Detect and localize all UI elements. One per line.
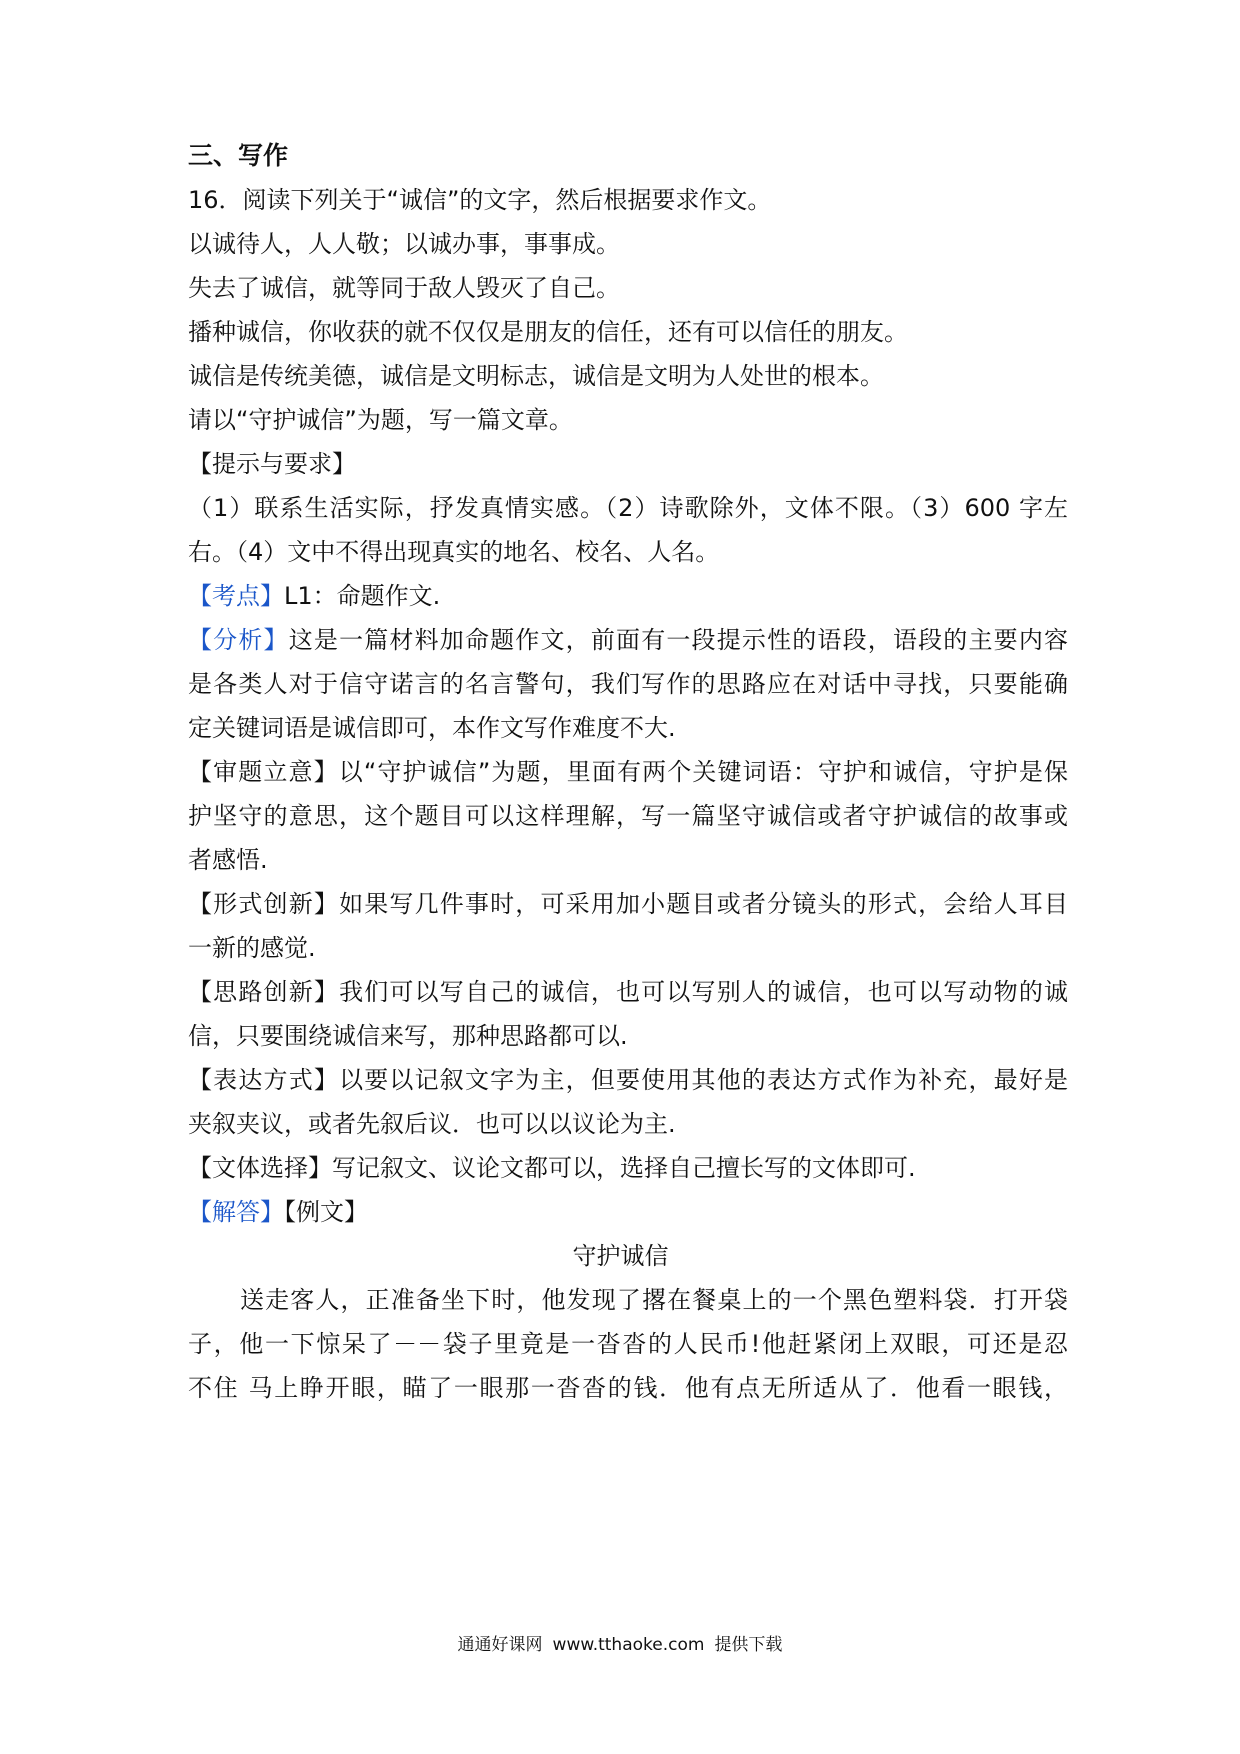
biaoda-line-2: 夹叙夹议，或者先叙后议．也可以以议论为主. [188, 1110, 676, 1138]
xingshi-label: 【形式创新】 [188, 890, 340, 918]
xingshi-text-1: 如果写几件事时，可采用加小题目或者分镜头的形式，会给人耳目 [339, 890, 1069, 918]
fenxi-label: 【分析】 [188, 626, 289, 654]
footer-url[interactable]: www.tthaoke.com [552, 1635, 705, 1655]
biaoda-text-1: 以要以记叙文字为主，但要使用其他的表达方式作为补充，最好是 [339, 1066, 1069, 1094]
quote-1: 以诚待人，人人敬；以诚办事，事事成。 [188, 230, 620, 258]
wenti-line [188, 1152, 1068, 1184]
silu-line-2: 信，只要围绕诚信来写，那种思路都可以. [188, 1022, 628, 1050]
quote-4: 诚信是传统美德，诚信是文明标志，诚信是文明为人处世的根本。 [188, 362, 884, 390]
answer-label: 【解答】 [188, 1198, 284, 1226]
silu-label: 【思路创新】 [188, 978, 340, 1006]
answer-line [188, 1196, 1068, 1228]
question-prompt-line [188, 184, 1068, 216]
requirements-line-2: 右。（4）文中不得出现真实的地名、校名、人名。 [188, 538, 720, 566]
shenti-text-1: 以“守护诚信”为题，里面有两个关键词语：守护和诚信，守护是保 [338, 758, 1069, 786]
fenxi-line-3: 定关键词语是诚信即可，本作文写作难度不大. [188, 714, 676, 742]
silu-text-1: 我们可以写自己的诚信，也可以写别人的诚信，也可以写动物的诚 [339, 978, 1069, 1006]
essay-title: 守护诚信 [572, 1242, 669, 1270]
biaoda-label: 【表达方式】 [188, 1066, 340, 1094]
shenti-label: 【审题立意】 [188, 758, 339, 786]
requirements-title: 【提示与要求】 [188, 450, 356, 478]
shenti-line-1 [188, 756, 1068, 788]
fenxi-line-2: 是各类人对于信守诺言的名言警句，我们写作的思路应在对话中寻找，只要能确 [188, 670, 1068, 698]
silu-line-1 [188, 976, 1068, 1008]
page-footer [0, 1633, 1240, 1657]
fenxi-line-1 [188, 624, 1068, 656]
quote-3: 播种诚信，你收获的就不仅仅是朋友的信任，还有可以信任的朋友。 [188, 318, 908, 346]
example-label: 【例文】 [284, 1198, 368, 1226]
essay-line-3: 不住 马上睁开眼，瞄了一眼那一沓沓的钱．他有点无所适从了．他看一眼钱， [188, 1374, 1068, 1402]
kaodian-label: 【考点】 [188, 582, 284, 610]
kaodian-text: L1：命题作文. [284, 582, 441, 610]
essay-line-2: 子，他一下惊呆了－－袋子里竟是一沓沓的人民币!他赶紧闭上双眼，可还是忍 [188, 1330, 1068, 1358]
footer-suffix: 提供下载 [714, 1635, 783, 1655]
question-number: 16． [188, 186, 243, 214]
fenxi-text-1: 这是一篇材料加命题作文，前面有一段提示性的语段，语段的主要内容 [288, 626, 1069, 654]
wenti-text: 写记叙文、议论文都可以，选择自己擅长写的文体即可. [332, 1154, 916, 1182]
biaoda-line-1 [188, 1064, 1068, 1096]
requirements-line-1: （1）联系生活实际，抒发真情实感。（2）诗歌除外，文体不限。（3）600 字左 [188, 494, 1068, 522]
section-title: 三、写作 [188, 141, 289, 170]
task-line: 请以“守护诚信”为题，写一篇文章。 [188, 406, 573, 434]
kaodian-line [188, 580, 1068, 612]
xingshi-line-1 [188, 888, 1068, 920]
footer-site-name: 通通好课网 [457, 1635, 543, 1655]
wenti-label: 【文体选择】 [188, 1154, 332, 1182]
essay-line-1: 送走客人，正准备坐下时，他发现了撂在餐桌上的一个黑色塑料袋．打开袋 [240, 1286, 1068, 1314]
shenti-line-3: 者感悟. [188, 846, 268, 874]
xingshi-line-2: 一新的感觉. [188, 934, 316, 962]
question-prompt: 阅读下列关于“诚信”的文字，然后根据要求作文。 [242, 186, 772, 214]
shenti-line-2: 护坚守的意思，这个题目可以这样理解，写一篇坚守诚信或者守护诚信的故事或 [188, 802, 1068, 830]
quote-2: 失去了诚信，就等同于敌人毁灭了自己。 [188, 274, 620, 302]
